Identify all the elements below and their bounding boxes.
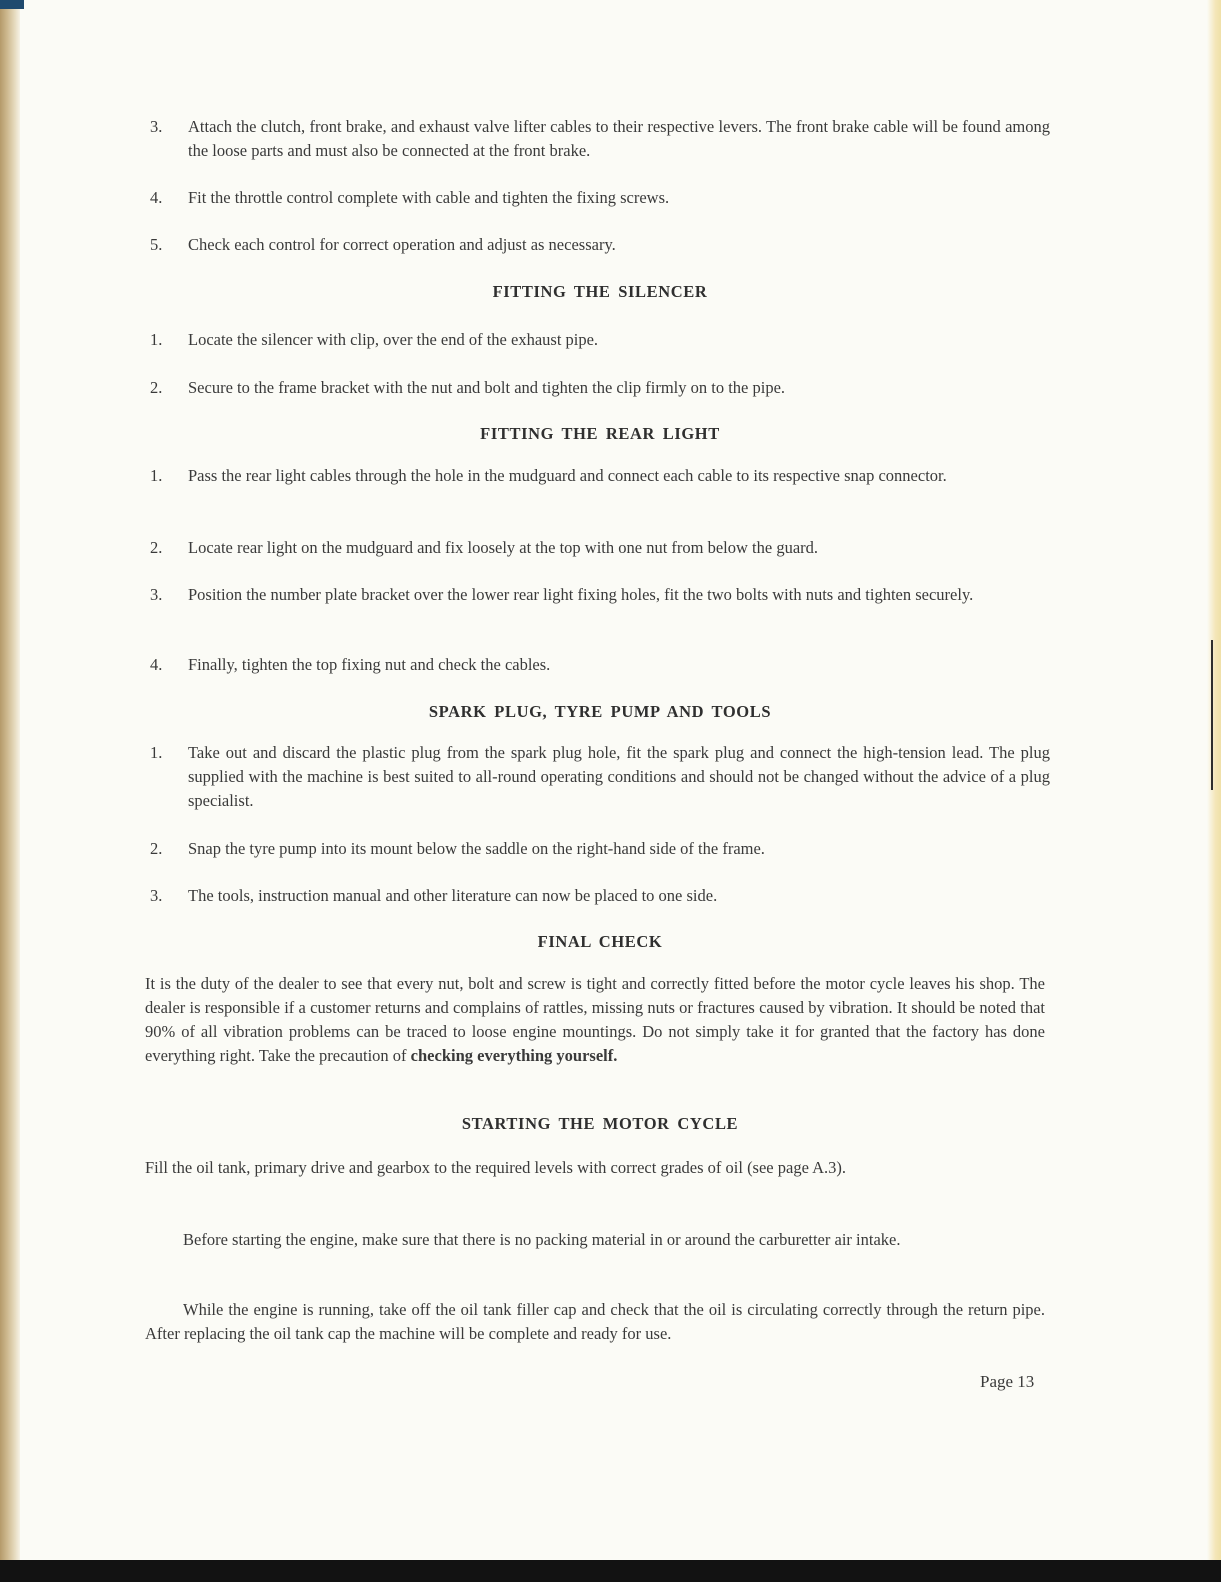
spine-tab-mark <box>0 0 24 9</box>
book-spine-edge <box>0 0 20 1560</box>
list-item <box>150 464 1050 488</box>
right-edge-shadow <box>1211 640 1213 790</box>
list-item <box>150 186 1050 210</box>
item-number: 1. <box>150 743 163 762</box>
starting-text: Before starting the engine, make sure that there is no packing material in or around the carburetter air intake. <box>183 1230 901 1249</box>
item-number: 3. <box>150 117 163 136</box>
item-number: 2. <box>150 538 163 557</box>
item-number: 2. <box>150 839 163 858</box>
starting-text: While the engine is running, take off the oil tank filler cap and check that the oil is circulating correctly through the return pipe. After replacing the oil tank cap the machine will be complete and ready for use. <box>145 1300 1045 1343</box>
item-text: Position the number plate bracket over the lower rear light fixing holes, fit the two bolts with nuts and tighten securely. <box>188 585 974 604</box>
section-heading-final-check: FINAL CHECK <box>537 932 663 951</box>
starting-paragraph <box>145 1228 1045 1252</box>
list-item <box>150 741 1050 813</box>
list-item <box>150 837 1050 861</box>
page-right-edge <box>1207 0 1221 1560</box>
section-heading-spark-plug: SPARK PLUG, TYRE PUMP AND TOOLS <box>428 702 772 721</box>
list-item <box>150 884 1050 908</box>
page-number: Page 13 <box>980 1372 1035 1391</box>
list-item <box>150 653 1050 677</box>
item-text: Take out and discard the plastic plug from the spark plug hole, fit the spark plug and connect the high-tension lead. The plug supplied with the machine is best suited to all-round operating conditions and should not be changed without the advice of a plug specialist. <box>188 743 1050 810</box>
item-text: Pass the rear light cables through the hole in the mudguard and connect each cable to its respective snap connector. <box>188 466 947 485</box>
item-text: Attach the clutch, front brake, and exhaust valve lifter cables to their respective levers. The front brake cable will be found among the loose parts and must also be connected at the front brake. <box>188 117 1050 160</box>
final-check-paragraph <box>145 972 1045 1068</box>
item-text: Locate the silencer with clip, over the end of the exhaust pipe. <box>188 330 599 349</box>
list-item <box>150 328 1050 352</box>
item-text: Snap the tyre pump into its mount below the saddle on the right-hand side of the frame. <box>188 839 765 858</box>
item-number: 4. <box>150 188 163 207</box>
starting-paragraph <box>145 1298 1045 1346</box>
item-text: Check each control for correct operation and adjust as necessary. <box>188 235 616 254</box>
final-check-bold-text: checking everything yourself. <box>410 1046 618 1065</box>
item-number: 2. <box>150 378 163 397</box>
list-item <box>150 583 1050 607</box>
list-item <box>150 536 1050 560</box>
item-text: Fit the throttle control complete with cable and tighten the fixing screws. <box>188 188 670 207</box>
section-heading-rear-light: FITTING THE REAR LIGHT <box>480 424 720 443</box>
item-text: Secure to the frame bracket with the nut and bolt and tighten the clip firmly on to the pipe. <box>188 378 786 397</box>
section-heading-starting: STARTING THE MOTOR CYCLE <box>461 1114 739 1133</box>
starting-paragraph <box>145 1156 1045 1180</box>
item-number: 5. <box>150 235 163 254</box>
scan-bottom-edge <box>0 1560 1221 1582</box>
starting-text: Fill the oil tank, primary drive and gearbox to the required levels with correct grades of oil (see page A.3). <box>145 1158 847 1177</box>
item-number: 3. <box>150 585 163 604</box>
list-item <box>150 376 1050 400</box>
final-check-text: It is the duty of the dealer to see that every nut, bolt and screw is tight and correctly fitted before the motor cycle leaves his shop. The dealer is responsible if a customer returns and complains of rattles, missing nuts or fractures caused by vibration. It should be noted that 90% of all vibration problems can be traced to loose engine mountings. Do not simply take it for granted that the factory has done everything right. Take the precaution of <box>145 974 1045 1065</box>
item-text: The tools, instruction manual and other literature can now be placed to one side. <box>188 886 718 905</box>
item-number: 1. <box>150 330 163 349</box>
item-text: Finally, tighten the top fixing nut and check the cables. <box>188 655 551 674</box>
section-heading-silencer: FITTING THE SILENCER <box>492 282 708 301</box>
list-item <box>150 233 1050 257</box>
item-number: 3. <box>150 886 163 905</box>
item-text: Locate rear light on the mudguard and fix loosely at the top with one nut from below the guard. <box>188 538 819 557</box>
item-number: 4. <box>150 655 163 674</box>
item-number: 1. <box>150 466 163 485</box>
list-item <box>150 115 1050 163</box>
